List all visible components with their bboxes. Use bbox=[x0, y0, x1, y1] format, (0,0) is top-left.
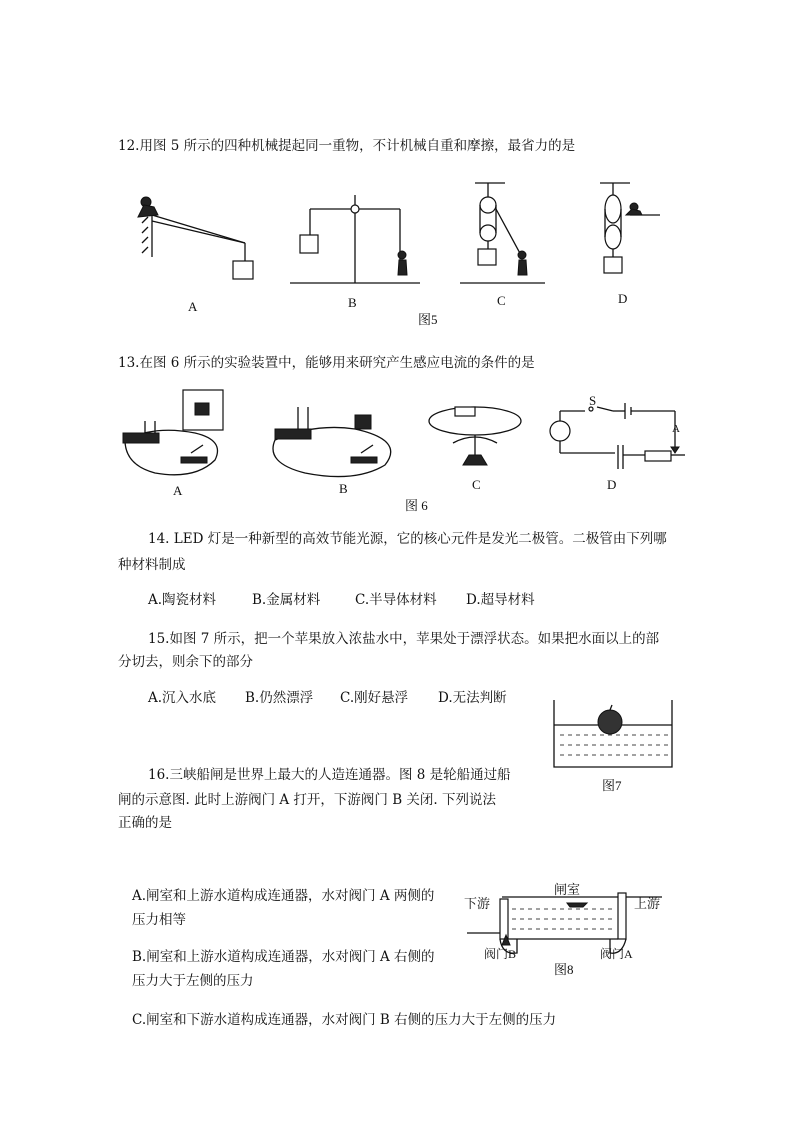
q14-line1: 14. LED 灯是一种新型的高效节能光源，它的核心元件是发光二极管。二极管由下列哪 bbox=[148, 531, 667, 547]
figure-8-upstream-label: 上游 bbox=[634, 896, 661, 911]
figure-5-label-c: C bbox=[497, 293, 506, 308]
q14-option-a: A.陶瓷材料 bbox=[148, 592, 217, 608]
q15-option-c: C.刚好悬浮 bbox=[340, 690, 409, 706]
figure-5-drawing bbox=[120, 175, 680, 335]
q15-line2: 分切去，则余下的部分 bbox=[118, 654, 253, 670]
q15-line1: 15.如图 7 所示，把一个苹果放入浓盐水中，苹果处于漂浮状态。如果把水面以上的部 bbox=[148, 631, 660, 647]
q16-option-c: C.闸室和下游水道构成连通器，水对阀门 B 右侧的压力大于左侧的压力 bbox=[132, 1012, 557, 1028]
q16-line1: 16.三峡船闸是世界上最大的人造连通器。图 8 是轮船通过船 bbox=[148, 767, 511, 783]
q14-option-c: C.半导体材料 bbox=[355, 592, 437, 608]
figure-6-a-apparatus bbox=[123, 390, 223, 475]
figure-6-label-b: B bbox=[339, 481, 348, 496]
figure-6-drawing bbox=[115, 385, 690, 515]
q15-option-a: A.沉入水底 bbox=[148, 690, 217, 706]
q14-option-b: B.金属材料 bbox=[252, 592, 321, 608]
q16-option-b-line1: B.闸室和上游水道构成连通器，水对阀门 A 右侧的 bbox=[132, 949, 435, 965]
figure-6-label-d: D bbox=[607, 477, 617, 492]
q15-option-b: B.仍然漂浮 bbox=[245, 690, 314, 706]
figure-8-chamber-label: 闸室 bbox=[554, 882, 581, 897]
figure-8-downstream-label: 下游 bbox=[464, 896, 491, 911]
figure-6-c-apparatus bbox=[429, 407, 521, 465]
q16-line2: 闸的示意图. 此时上游阀门 A 打开，下游阀门 B 关闭. 下列说法 bbox=[118, 792, 496, 808]
figure-7-caption: 图7 bbox=[602, 778, 622, 793]
figure-8 bbox=[462, 875, 682, 975]
figure-5-a-lever bbox=[138, 197, 253, 279]
figure-6-caption: 图 6 bbox=[405, 498, 428, 513]
q16-option-a-line1: A.闸室和上游水道构成连通器，水对阀门 A 两侧的 bbox=[132, 888, 435, 904]
q12-question: 12.用图 5 所示的四种机械提起同一重物，不计机械自重和摩擦，最省力的是 bbox=[118, 138, 576, 154]
figure-6 bbox=[115, 385, 690, 515]
figure-6-ammeter-label: A bbox=[672, 423, 680, 435]
q15-option-d: D.无法判断 bbox=[438, 690, 507, 706]
q14-option-d: D.超导材料 bbox=[466, 592, 535, 608]
figure-7 bbox=[550, 695, 680, 795]
q16-option-a-line2: 压力相等 bbox=[132, 912, 186, 928]
figure-5-caption: 图5 bbox=[418, 312, 438, 327]
figure-6-b-apparatus bbox=[273, 407, 391, 477]
figure-6-label-c: C bbox=[472, 477, 481, 492]
figure-8-caption: 图8 bbox=[554, 962, 574, 977]
q16-line3: 正确的是 bbox=[118, 815, 172, 831]
figure-5-label-b: B bbox=[348, 295, 357, 310]
figure-5-d-pulley bbox=[600, 183, 660, 273]
figure-5-b-balance bbox=[290, 195, 420, 283]
figure-8-valve-a-label: 阀门A bbox=[600, 947, 633, 961]
q14-line2: 种材料制成 bbox=[118, 557, 186, 573]
figure-6-label-a: A bbox=[173, 483, 183, 498]
q16-option-b-line2: 压力大于左侧的压力 bbox=[132, 973, 254, 989]
figure-6-switch-label: S bbox=[589, 393, 597, 408]
figure-5-label-d: D bbox=[618, 291, 628, 306]
figure-5 bbox=[120, 175, 680, 335]
figure-7-beaker bbox=[550, 695, 680, 775]
figure-5-c-pulley bbox=[460, 183, 545, 283]
q13-question: 13.在图 6 所示的实验装置中，能够用来研究产生感应电流的条件的是 bbox=[118, 355, 535, 371]
figure-8-valve-b-label: 阀门B bbox=[484, 947, 517, 961]
figure-5-label-a: A bbox=[188, 299, 198, 314]
figure-6-d-circuit bbox=[550, 403, 685, 469]
